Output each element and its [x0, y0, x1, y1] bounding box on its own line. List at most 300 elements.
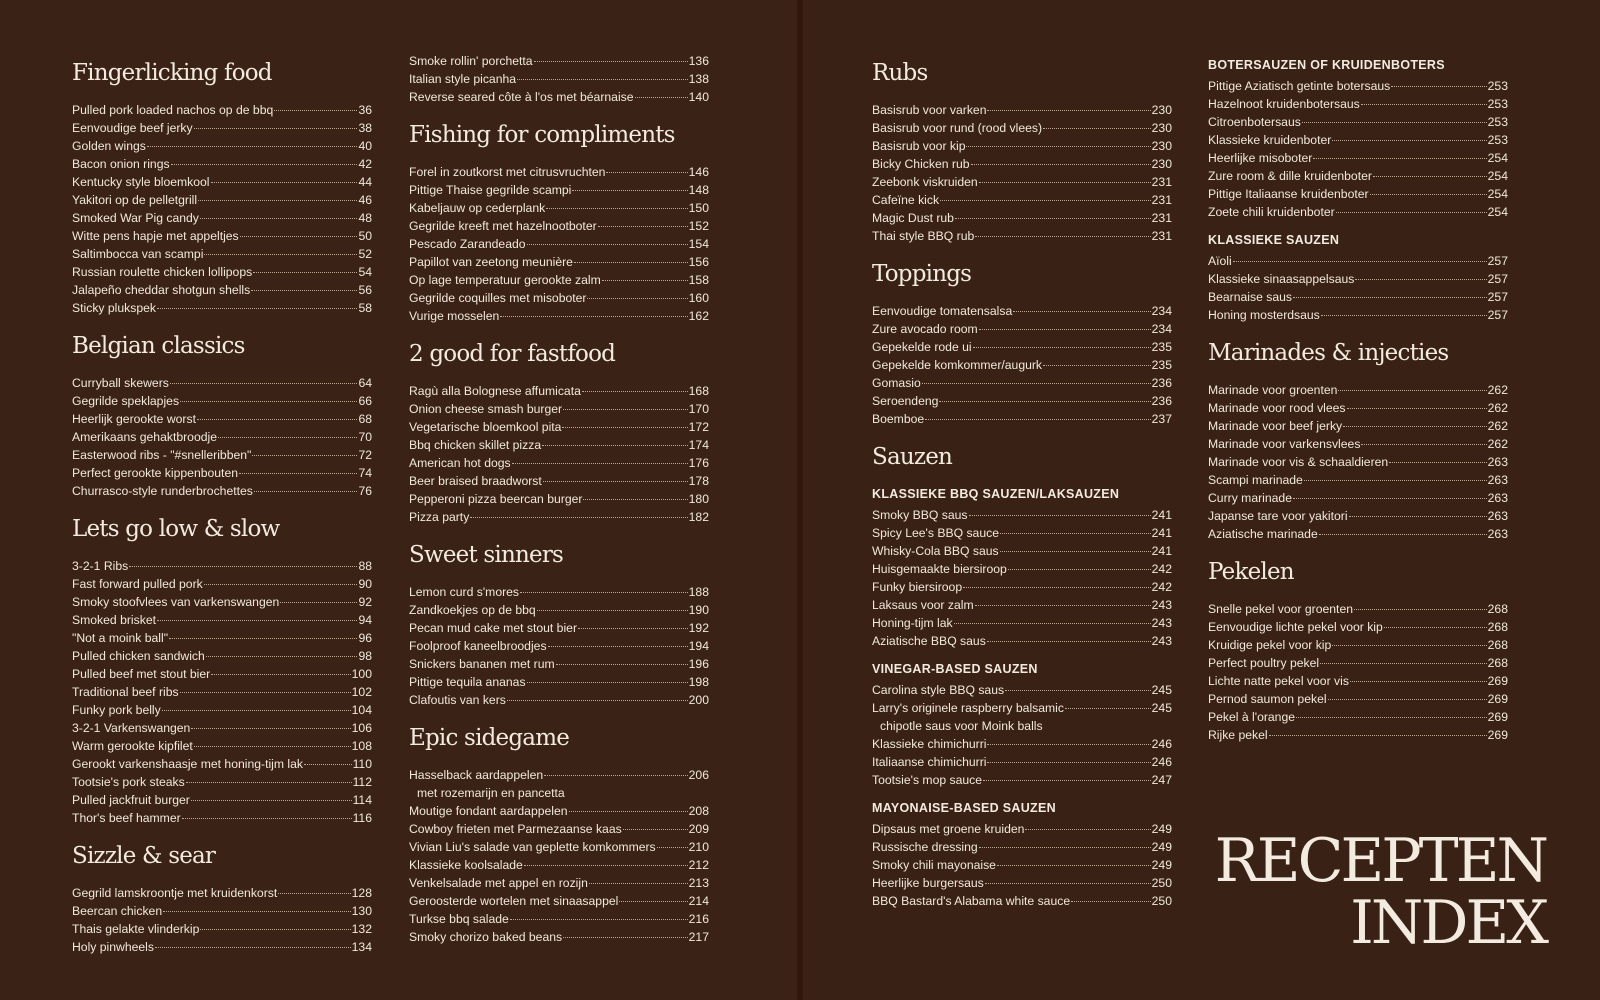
page-number: 236	[1151, 376, 1172, 390]
recipe-entry	[409, 856, 709, 874]
page-number: 263	[1487, 491, 1508, 505]
recipe-name: Pulled jackfruit burger	[72, 793, 190, 807]
dot-leader	[211, 673, 350, 675]
recipe-entry	[409, 271, 709, 289]
recipe-entry	[409, 472, 709, 490]
page-number: 249	[1151, 840, 1172, 854]
recipe-name: Dipsaus met groene kruiden	[872, 822, 1025, 836]
recipe-entry	[409, 766, 709, 784]
recipe-name: Basisrub voor kip	[872, 139, 966, 153]
dot-leader	[1319, 533, 1487, 535]
index-section	[409, 540, 709, 709]
dot-leader	[252, 454, 357, 456]
page-number: 247	[1151, 773, 1172, 787]
recipe-entry	[72, 155, 372, 173]
dot-leader	[204, 583, 358, 585]
page-number: 96	[358, 631, 372, 645]
recipe-name: Papillot van zeetong meunière	[409, 255, 573, 269]
dot-leader	[1008, 568, 1151, 570]
recipe-name: Traditional beef ribs	[72, 685, 179, 699]
recipe-entry	[872, 838, 1172, 856]
recipe-entry	[72, 557, 372, 575]
page-number: 108	[351, 739, 372, 753]
recipe-name: Aziatische marinade	[1208, 527, 1318, 541]
recipe-name: Pittige Thaise gegrilde scampi	[409, 183, 572, 197]
index-section	[872, 58, 1172, 245]
page-number: 242	[1151, 562, 1172, 576]
page-number: 254	[1487, 187, 1508, 201]
page-number: 42	[358, 157, 372, 171]
section-title: Sizzle & sear	[72, 843, 216, 869]
page-number: 88	[358, 559, 372, 573]
recipe-name: Eenvoudige tomatensalsa	[872, 304, 1013, 318]
dot-leader	[534, 60, 688, 62]
page-number: 92	[358, 595, 372, 609]
dot-leader	[510, 918, 688, 920]
dot-leader	[254, 490, 358, 492]
dot-leader	[239, 472, 357, 474]
dot-leader	[1025, 828, 1150, 830]
recipe-name: Citroenbotersaus	[1208, 115, 1301, 129]
page-number: 263	[1487, 527, 1508, 541]
recipe-name: Smoked brisket	[72, 613, 156, 627]
page-number: 50	[358, 229, 372, 243]
recipe-name: Pittige Aziatisch getinte botersaus	[1208, 79, 1391, 93]
recipe-entry	[1208, 77, 1508, 95]
dot-leader	[955, 217, 1151, 219]
dot-leader	[280, 601, 357, 603]
page-number: 206	[688, 768, 709, 782]
recipe-name: Curryball skewers	[72, 376, 169, 390]
page-number: 269	[1487, 710, 1508, 724]
dot-leader	[979, 846, 1151, 848]
recipe-entry	[72, 392, 372, 410]
recipe-name: Seroendeng	[872, 394, 939, 408]
recipe-name: Russian roulette chicken lollipops	[72, 265, 253, 279]
dot-leader	[1389, 461, 1486, 463]
recipe-entry	[409, 181, 709, 199]
page-number: 130	[351, 904, 372, 918]
recipe-entry	[1208, 131, 1508, 149]
page-number: 262	[1487, 383, 1508, 397]
dot-leader	[1354, 608, 1487, 610]
recipe-name: Gomasio	[872, 376, 921, 390]
recipe-name: Onion cheese smash burger	[409, 402, 563, 416]
dot-leader	[1000, 550, 1151, 552]
recipe-entry	[872, 681, 1172, 699]
dot-leader	[200, 928, 350, 930]
recipe-name: Thai style BBQ rub	[872, 229, 975, 243]
recipe-entry	[1208, 113, 1508, 131]
dot-leader	[1347, 407, 1487, 409]
recipe-name: Zure room & dille kruidenboter	[1208, 169, 1372, 183]
recipe-entry	[72, 773, 372, 791]
page-number: 90	[358, 577, 372, 591]
recipe-name: Perfect poultry pekel	[1208, 656, 1320, 670]
recipe-entry	[409, 163, 709, 181]
page-number: 216	[688, 912, 709, 926]
dot-leader	[1043, 364, 1151, 366]
recipe-name: Tootsie's pork steaks	[72, 775, 185, 789]
page-number: 178	[688, 474, 709, 488]
index-section	[872, 442, 1172, 910]
recipe-entry	[72, 410, 372, 428]
dot-leader	[194, 127, 358, 129]
page-number: 168	[688, 384, 709, 398]
recipe-entry	[72, 263, 372, 281]
recipe-entry	[72, 101, 372, 119]
recipe-entry	[409, 436, 709, 454]
recipe-name: Snelle pekel voor groenten	[1208, 602, 1353, 616]
dot-leader	[973, 346, 1151, 348]
page-number: 128	[351, 886, 372, 900]
dot-leader	[1296, 716, 1487, 718]
recipe-name: Venkelsalade met appel en rozijn	[409, 876, 588, 890]
dot-leader	[218, 436, 357, 438]
recipe-entry	[872, 392, 1172, 410]
dot-leader	[147, 145, 358, 147]
dot-leader	[520, 591, 688, 593]
page-number: 152	[688, 219, 709, 233]
dot-leader	[1336, 211, 1487, 213]
recipe-entry	[409, 910, 709, 928]
recipe-name: Forel in zoutkorst met citrusvruchten	[409, 165, 606, 179]
recipe-entry	[409, 400, 709, 418]
page-number: 112	[352, 775, 372, 789]
index-section	[72, 514, 372, 827]
page-number: 172	[688, 420, 709, 434]
dot-leader	[157, 307, 357, 309]
page-number: 242	[1151, 580, 1172, 594]
recipe-entry	[409, 490, 709, 508]
recipe-name: Honing mosterdsaus	[1208, 308, 1320, 322]
dot-leader	[194, 745, 351, 747]
recipe-name: Zoete chili kruidenboter	[1208, 205, 1335, 219]
dot-leader	[975, 235, 1150, 237]
page-number: 40	[358, 139, 372, 153]
dot-leader	[240, 235, 358, 237]
recipe-entry	[1208, 270, 1508, 288]
dot-leader	[1343, 425, 1487, 427]
dot-leader	[1391, 85, 1486, 87]
recipe-entry	[72, 920, 372, 938]
dot-leader	[180, 691, 351, 693]
recipe-name: "Not a moink ball"	[72, 631, 169, 645]
page-number: 254	[1487, 151, 1508, 165]
recipe-name: Honing-tijm lak	[872, 616, 953, 630]
section-title: Lets go low & slow	[72, 516, 280, 542]
page-number: 231	[1151, 193, 1172, 207]
recipe-entry	[872, 524, 1172, 542]
recipe-entry	[72, 119, 372, 137]
recipe-name: Pulled beef met stout bier	[72, 667, 211, 681]
recipe-name: Pizza party	[409, 510, 470, 524]
recipe-name: Reverse seared côte à l'os met béarnaise	[409, 90, 634, 104]
page-number: 269	[1487, 692, 1508, 706]
block-spacer	[872, 789, 1172, 795]
recipe-name: Rijke pekel	[1208, 728, 1268, 742]
dot-leader	[197, 418, 357, 420]
section-title: Epic sidegame	[409, 725, 570, 751]
dot-leader	[1361, 103, 1487, 105]
recipe-name: Ragù alla Bolognese affumicata	[409, 384, 581, 398]
dot-leader	[940, 199, 1151, 201]
recipe-entry	[409, 454, 709, 472]
recipe-entry	[1208, 726, 1508, 744]
page-number: 234	[1151, 304, 1172, 318]
dot-leader	[1269, 734, 1487, 736]
index-section	[1208, 56, 1508, 324]
dot-leader	[512, 462, 688, 464]
page-number: 134	[351, 940, 372, 954]
recipe-entry	[409, 418, 709, 436]
section-title: Toppings	[872, 261, 972, 287]
dot-leader	[1065, 707, 1151, 709]
recipe-entry	[72, 884, 372, 902]
page-number: 217	[688, 930, 709, 944]
recipe-entry	[409, 838, 709, 856]
recipe-name: Vurige mosselen	[409, 309, 500, 323]
dot-leader	[186, 781, 352, 783]
recipe-entry	[409, 619, 709, 637]
section-title: Belgian classics	[72, 333, 245, 359]
dot-leader	[563, 408, 688, 410]
dot-leader	[546, 207, 687, 209]
page-number: 245	[1151, 701, 1172, 715]
dot-leader	[170, 382, 358, 384]
recipe-entry	[409, 508, 709, 526]
dot-leader	[200, 217, 358, 219]
page-number: 146	[688, 165, 709, 179]
dot-leader	[954, 622, 1151, 624]
dot-leader	[987, 640, 1151, 642]
page-number: 245	[1151, 683, 1172, 697]
index-section	[409, 339, 709, 526]
recipe-name: Hazelnoot kruidenbotersaus	[1208, 97, 1360, 111]
dot-leader	[527, 243, 688, 245]
recipe-entry	[1208, 618, 1508, 636]
recipe-name: Pulled chicken sandwich	[72, 649, 205, 663]
page-number: 241	[1151, 508, 1172, 522]
recipe-name: Whisky-Cola BBQ saus	[872, 544, 999, 558]
recipe-entry	[72, 446, 372, 464]
index-title	[1214, 826, 1546, 958]
recipe-name: Gegrild lamskroontje met kruidenkorst	[72, 886, 278, 900]
page-number: 235	[1151, 340, 1172, 354]
page-number: 236	[1151, 394, 1172, 408]
page-number: 237	[1151, 412, 1172, 426]
dot-leader	[274, 109, 357, 111]
recipe-name: Pittige Italiaanse kruidenboter	[1208, 187, 1369, 201]
recipe-entry	[1208, 435, 1508, 453]
recipe-entry	[72, 665, 372, 683]
page-number: 94	[358, 613, 372, 627]
book-gutter	[797, 0, 803, 1000]
recipe-entry	[72, 719, 372, 737]
recipe-name: Spicy Lee's BBQ sauce	[872, 526, 999, 540]
recipe-name: Italian style picanha	[409, 72, 517, 86]
dot-leader	[587, 297, 687, 299]
dot-leader	[1321, 314, 1487, 316]
recipe-entry	[872, 892, 1172, 910]
page-number: 243	[1151, 598, 1172, 612]
dot-leader	[500, 315, 687, 317]
dot-leader	[182, 817, 352, 819]
page-number: 269	[1487, 728, 1508, 742]
recipe-name: Marinade voor rood vlees	[1208, 401, 1346, 415]
recipe-name: Marinade voor varkensvlees	[1208, 437, 1361, 451]
recipe-name: Amerikaans gehaktbroodje	[72, 430, 217, 444]
recipe-entry	[872, 874, 1172, 892]
recipe-name: Smoked War Pig candy	[72, 211, 199, 225]
recipe-entry	[872, 356, 1172, 374]
recipe-entry	[1208, 288, 1508, 306]
page-number: 174	[688, 438, 709, 452]
recipe-entry	[872, 338, 1172, 356]
page-number: 254	[1487, 205, 1508, 219]
page-number: 154	[688, 237, 709, 251]
recipe-name: Gepekelde rode ui	[872, 340, 972, 354]
page-number: 198	[688, 675, 709, 689]
dot-leader	[987, 743, 1150, 745]
page-number: 250	[1151, 876, 1172, 890]
recipe-name: Cowboy frieten met Parmezaanse kaas	[409, 822, 622, 836]
subsection-title: VINEGAR-BASED SAUZEN	[872, 662, 1038, 676]
dot-leader	[1304, 479, 1487, 481]
recipe-name: Boemboe	[872, 412, 925, 426]
dot-leader	[204, 253, 357, 255]
recipe-entry	[1208, 507, 1508, 525]
index-column-3	[872, 52, 1172, 924]
recipe-entry	[72, 191, 372, 209]
recipe-name: Bicky Chicken rub	[872, 157, 970, 171]
page-number: 241	[1151, 544, 1172, 558]
recipe-entry	[72, 374, 372, 392]
recipe-entry	[409, 235, 709, 253]
page-number: 72	[358, 448, 372, 462]
recipe-name: Marinade voor groenten	[1208, 383, 1338, 397]
recipe-entry	[72, 683, 372, 701]
page-number: 200	[688, 693, 709, 707]
recipe-entry	[409, 583, 709, 601]
recipe-name: Beercan chicken	[72, 904, 163, 918]
recipe-entry	[409, 637, 709, 655]
recipe-name: Gepekelde komkommer/augurk	[872, 358, 1043, 372]
page-number: 58	[358, 301, 372, 315]
dot-leader	[527, 681, 688, 683]
page-number: 263	[1487, 509, 1508, 523]
recipe-entry	[409, 655, 709, 673]
recipe-entry	[72, 245, 372, 263]
recipe-name: Eenvoudige lichte pekel voor kip	[1208, 620, 1383, 634]
recipe-name: Aïoli	[1208, 254, 1232, 268]
recipe-entry	[872, 191, 1172, 209]
recipe-entry	[72, 701, 372, 719]
recipe-name: Clafoutis van kers	[409, 693, 506, 707]
recipe-entry	[72, 791, 372, 809]
dot-leader	[1349, 515, 1487, 517]
recipe-entry	[1208, 690, 1508, 708]
recipe-name: Geroosterde wortelen met sinaasappel	[409, 894, 619, 908]
recipe-entry	[72, 464, 372, 482]
recipe-entry	[409, 307, 709, 325]
recipe-name: Pecan mud cake met stout bier	[409, 621, 578, 635]
recipe-name: Pernod saumon pekel	[1208, 692, 1327, 706]
page-number: 230	[1151, 157, 1172, 171]
dot-leader	[572, 189, 687, 191]
page-number: 162	[688, 309, 709, 323]
page-number: 209	[688, 822, 709, 836]
page-number: 66	[358, 394, 372, 408]
recipe-entry	[72, 938, 372, 956]
recipe-name: Lemon curd s'mores	[409, 585, 520, 599]
dot-leader	[1005, 689, 1151, 691]
recipe-name: Vivian Liu's salade van geplette komkommers	[409, 840, 656, 854]
recipe-name: Gegrilde coquilles met misoboter	[409, 291, 587, 305]
page-number: 110	[352, 757, 372, 771]
page-number: 257	[1487, 254, 1508, 268]
dot-leader	[211, 181, 358, 183]
recipe-entry	[872, 771, 1172, 789]
recipe-name: Sticky plukspek	[72, 301, 156, 315]
recipe-name: Bearnaise saus	[1208, 290, 1293, 304]
page-number: 98	[358, 649, 372, 663]
recipe-entry	[1208, 149, 1508, 167]
page-number: 74	[358, 466, 372, 480]
recipe-entry	[1208, 708, 1508, 726]
recipe-name: Gegrilde speklapjes	[72, 394, 180, 408]
recipe-name: Zandkoekjes op de bbq	[409, 603, 536, 617]
index-column-1	[72, 52, 372, 970]
dot-leader	[1013, 310, 1150, 312]
page-number: 230	[1151, 121, 1172, 135]
recipe-entry	[72, 902, 372, 920]
recipe-entry	[1208, 185, 1508, 203]
recipe-entry	[872, 374, 1172, 392]
dot-leader	[583, 498, 687, 500]
index-section	[72, 331, 372, 500]
recipe-entry	[1208, 453, 1508, 471]
page-number: 268	[1487, 620, 1508, 634]
recipe-name: Op lage temperatuur gerookte zalm	[409, 273, 601, 287]
page-number: 194	[688, 639, 709, 653]
recipe-entry	[1208, 95, 1508, 113]
dot-leader	[1361, 443, 1486, 445]
page-number: 254	[1487, 169, 1508, 183]
page-number: 114	[352, 793, 372, 807]
recipe-name: Perfect gerookte kippenbouten	[72, 466, 239, 480]
dot-leader	[966, 145, 1150, 147]
dot-leader	[606, 171, 687, 173]
recipe-entry	[872, 302, 1172, 320]
section-title: Marinades & injecties	[1208, 340, 1449, 366]
recipe-entry	[872, 820, 1172, 838]
recipe-entry	[872, 856, 1172, 874]
recipe-entry	[872, 632, 1172, 650]
dot-leader	[975, 604, 1151, 606]
dot-leader	[543, 480, 688, 482]
dot-leader	[578, 627, 688, 629]
dot-leader	[563, 936, 688, 938]
recipe-name: Zeebonk viskruiden	[872, 175, 978, 189]
page-number: 257	[1487, 308, 1508, 322]
page-number: 70	[358, 430, 372, 444]
recipe-name: Larry's originele raspberry balsamic	[872, 701, 1064, 715]
recipe-name: Japanse tare voor yakitori	[1208, 509, 1348, 523]
page-number: 235	[1151, 358, 1172, 372]
recipe-name: Heerlijk gerookte worst	[72, 412, 196, 426]
recipe-entry	[409, 928, 709, 946]
